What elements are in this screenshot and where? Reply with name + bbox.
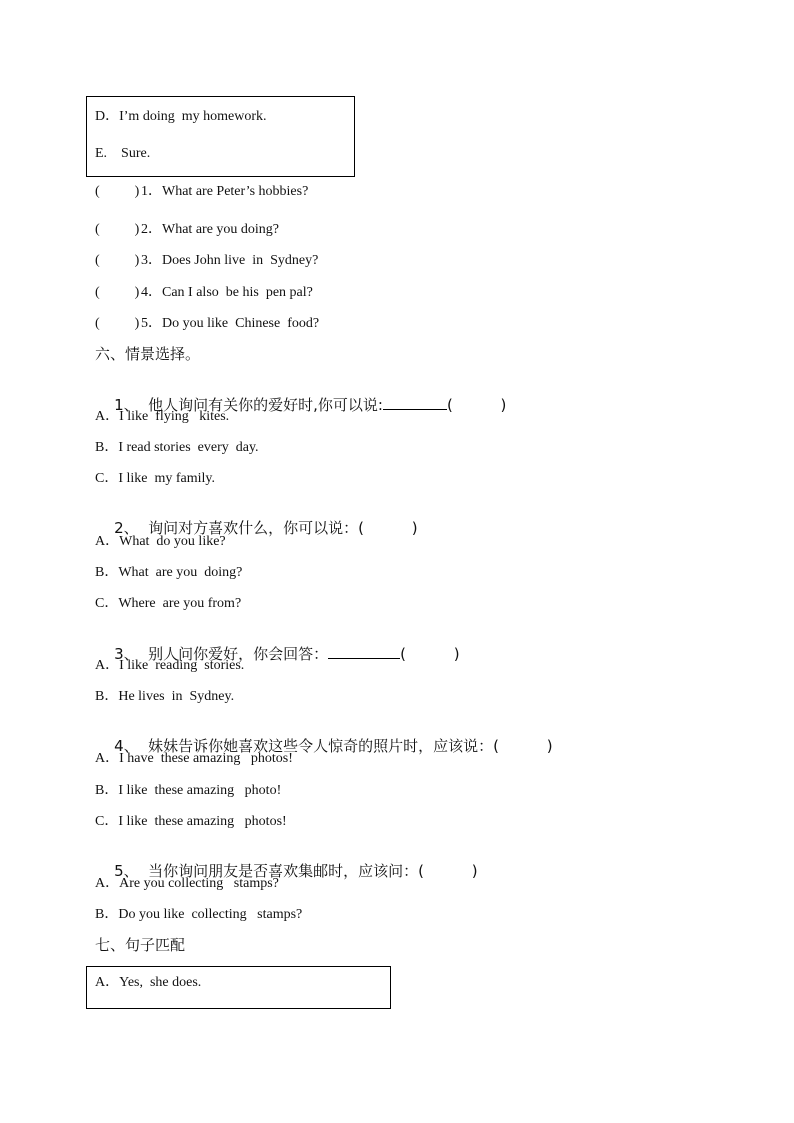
q2-prompt-text: 2、 询问对方喜欢什么，你可以说：( [114, 519, 365, 537]
match-question-5: 5．Do you like Chinese food? [141, 316, 320, 331]
match-paren-3: ( ) [95, 253, 140, 268]
match-paren-1: ( ) [95, 184, 140, 199]
q5-prompt-text: 5、 当你询问朋友是否喜欢集邮时，应该问：( [114, 862, 425, 880]
box-option-a: A．Yes, she does. [95, 975, 202, 990]
match-question-1: 1．What are Peter’s hobbies? [141, 184, 309, 199]
q2-option-a: A．What do you like? [95, 534, 226, 549]
q1-option-a: A．I like flying kites. [95, 409, 230, 424]
box-option-d: D．I’m doing my homework. [95, 109, 267, 124]
match-question-4: 4．Can I also be his pen pal? [141, 285, 313, 300]
q1-prompt-text: 1、 他人询问有关你的爱好时,你可以说: [114, 396, 383, 414]
q4-option-a: A．I have these amazing photos! [95, 751, 293, 766]
match-question-2: 2．What are you doing? [141, 222, 280, 237]
box-option-e: E. Sure. [95, 146, 151, 161]
q4-prompt-text: 4、 妹妹告诉你她喜欢这些令人惊奇的照片时，应该说：( [114, 737, 500, 755]
q4-option-b: B．I like these amazing photo! [95, 783, 282, 798]
match-paren-2: ( ) [95, 222, 140, 237]
q1-paren: ( ) [446, 396, 507, 414]
q2-option-c: C．Where are you from? [95, 596, 242, 611]
q3-paren: ( ) [400, 645, 460, 663]
q2-paren: ) [364, 519, 418, 537]
match-paren-5: ( ) [95, 316, 140, 331]
q1-option-b: B．I read stories every day. [95, 440, 259, 455]
section-7-title: 七、句子匹配 [95, 936, 186, 954]
q5-option-b: B．Do you like collecting stamps? [95, 907, 303, 922]
section-6-title: 六、情景选择。 [95, 345, 201, 363]
q5-option-a: A．Are you collecting stamps? [95, 876, 279, 891]
q3-option-b: B．He lives in Sydney. [95, 689, 235, 704]
q3-prompt-text: 3、 别人问你爱好，你会回答： [114, 645, 329, 663]
q1-answer-blank[interactable] [383, 395, 447, 410]
match-paren-4: ( ) [95, 285, 140, 300]
q4-option-c: C．I like these amazing photos! [95, 814, 287, 829]
q3-option-a: A．I like reading stories. [95, 658, 245, 673]
q5-paren: ) [424, 862, 478, 880]
q1-option-c: C．I like my family. [95, 471, 216, 486]
q4-paren: ) [499, 737, 553, 755]
q3-answer-blank[interactable] [328, 644, 400, 659]
q2-option-b: B．What are you doing? [95, 565, 243, 580]
match-question-3: 3．Does John live in Sydney? [141, 253, 319, 268]
